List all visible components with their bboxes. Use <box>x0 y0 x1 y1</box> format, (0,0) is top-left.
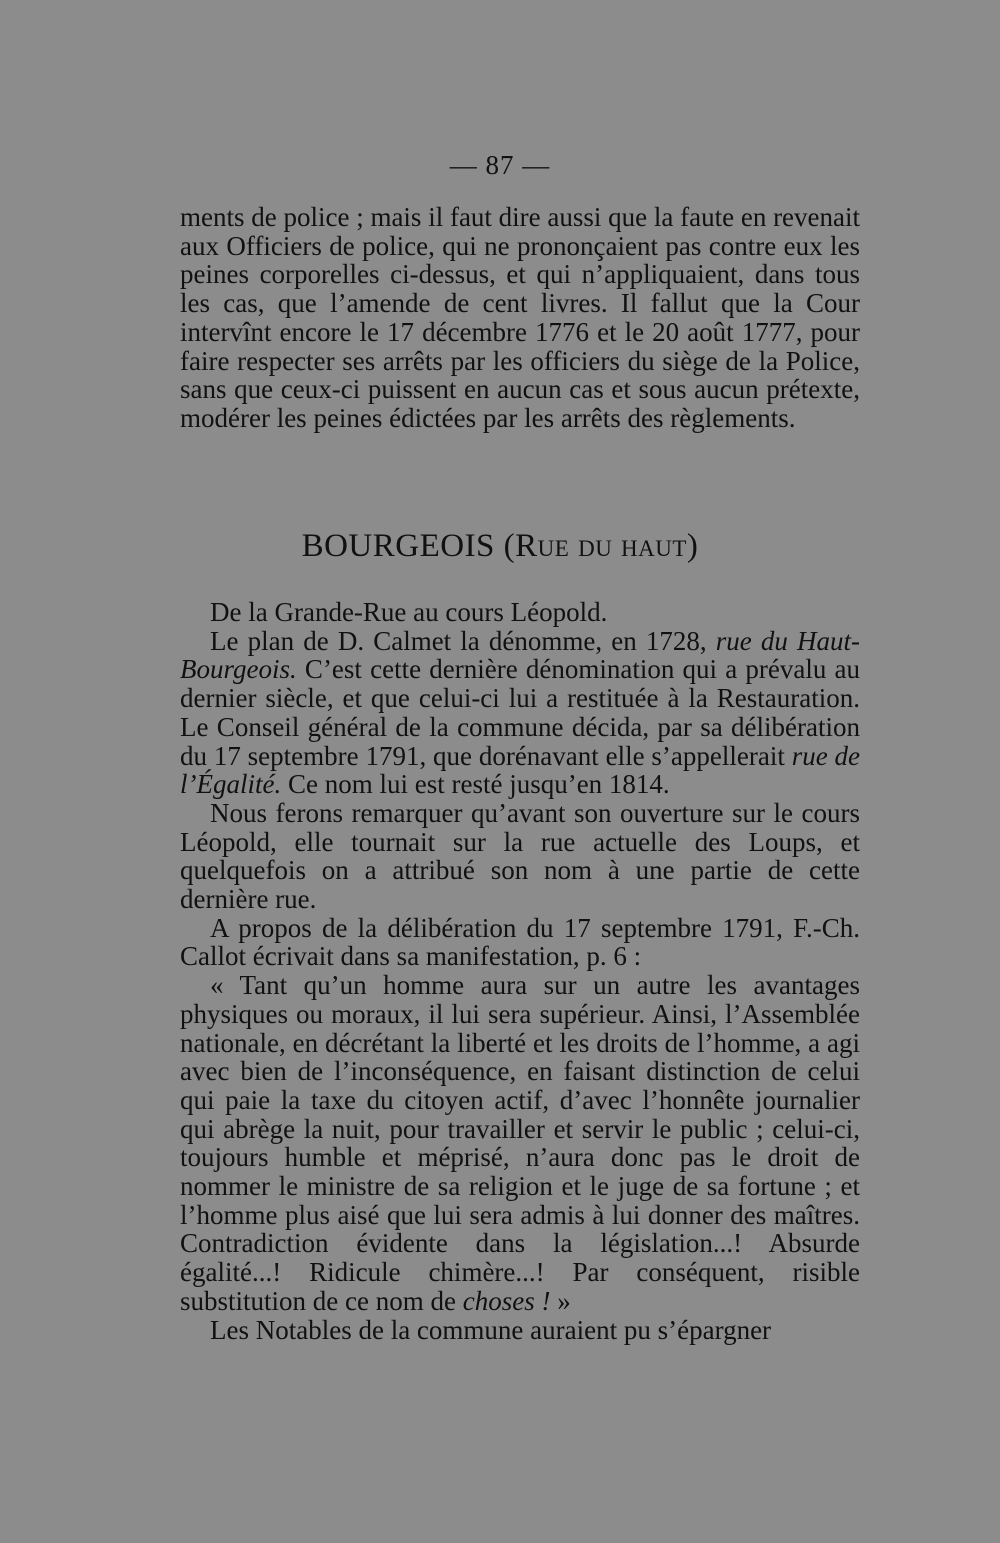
quotation-part: « Tant qu’un homme aura sur un autre les avantages physiques ou moraux, il lui sera supérieur. Ainsi, l’Assemblée nationale, en décrétant la liberté et les droits de l’homme, a agi avec bien de l’inconséquence, en faisant distinction de celui qui paie la taxe du citoyen actif, d’avec l’honnête journalier qui abrège la nuit, pour travailler et servir le public ; celui-ci, toujours humble et méprisé, n’aura donc pas le droit de nommer le ministre de sa religion et le juge de sa fortune ; et l’homme plus aisé que lui sera admis à lui donner des maîtres. Contradiction évidente dans la législation...! Absurde égalité...! Ridicule chimère...! Par conséquent, risible substitution de ce nom de <box>180 970 860 1316</box>
section-text-block <box>180 598 860 1344</box>
section-heading <box>0 528 1000 565</box>
quotation-part: » <box>550 1285 571 1316</box>
top-text-block <box>180 203 860 433</box>
street-name-italic: rue de l’Égalité. <box>180 740 860 800</box>
heading-main: BOURGEOIS <box>301 528 495 564</box>
paragraph-extent: De la Grande-Rue au cours Léopold. <box>210 597 608 627</box>
paragraph-history-part: Ce nom lui est resté jusqu’en 1814. <box>281 769 670 800</box>
paragraph-history-part: Le plan de D. Calmet la dénomme, en 1728, <box>210 625 716 656</box>
paragraph-history <box>180 627 860 799</box>
paragraph-remark: Nous ferons remarquer qu’avant son ouverture sur le cours Léopold, elle tournait sur la rue actuelle des Loups, et quelquefois on a attribué son nom à une partie de cette dernière rue. <box>180 797 860 915</box>
paragraph-notables: Les Notables de la commune auraient pu s’épargner <box>210 1314 772 1345</box>
page-number: — 87 — <box>449 150 551 180</box>
paragraph-history-part: C’est cette dernière dénomination qui a prévalu au dernier siècle, et que celui-ci lui a restituée à la Restauration. Le Conseil général de la commune décida, par sa délibération du 17 septembre 1791, que dorénavant elle s’appellerait <box>180 654 860 771</box>
street-name-italic: rue du Haut-Bourgeois. <box>180 625 861 685</box>
heading-sub: (Rue du haut) <box>503 528 699 564</box>
quotation-italic: choses ! <box>462 1285 551 1316</box>
paragraph-callot-intro: A propos de la délibération du 17 septembre 1791, F.-Ch. Callot écrivait dans sa manifestation, p. 6 : <box>180 912 860 972</box>
continued-paragraph: ments de police ; mais il faut dire aussi que la faute en revenait aux Officiers de police, qui ne prononçaient pas contre eux les peines corporelles ci-dessus, et qui n’appliquaient, dans tous les cas, que l’amende de cent livres. Il fallut que la Cour intervînt encore le 17 décembre 1776 et le 20 août 1777, pour faire respecter ses arrêts par les officiers du siège de la Police, sans que ceux-ci puissent en aucun cas et sous aucun prétexte, modérer les peines édictées par les arrêts des règlements. <box>180 202 861 433</box>
paragraph-quotation <box>180 971 860 1315</box>
